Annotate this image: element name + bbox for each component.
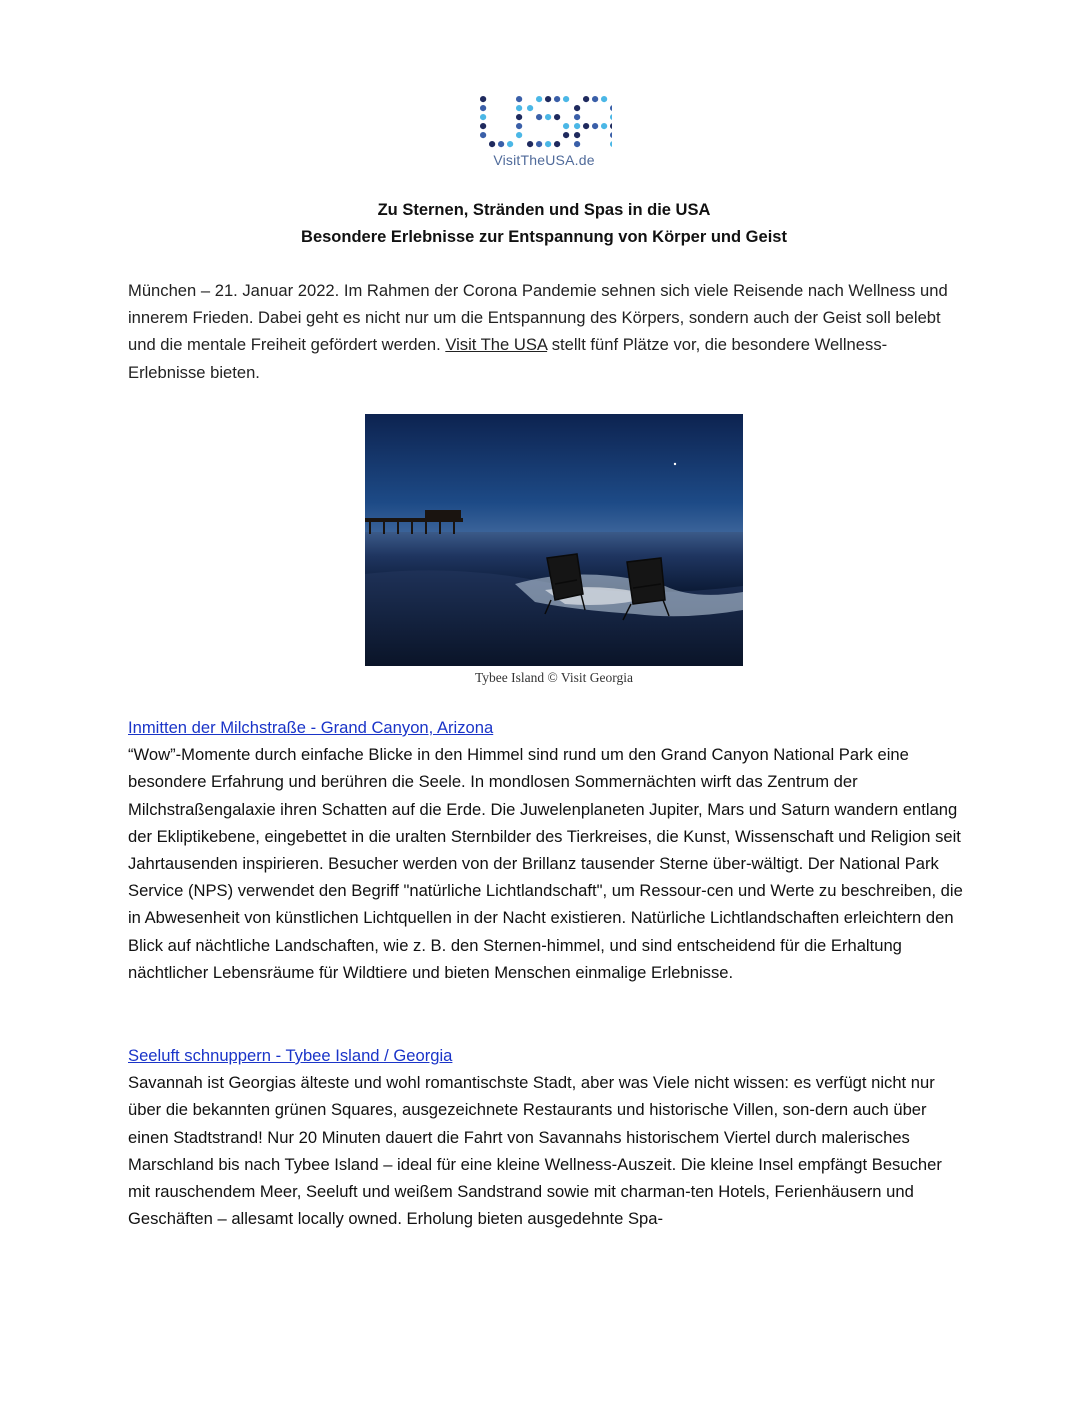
section-body: “Wow”-Momente durch einfache Blicke in den Himmel sind rund um den Grand Canyon National Park eine besondere Erfahrung und berühren die Seele. In mondlosen Sommernächten wirft das Zentrum der Milchstraßengalaxie ihren Schatten auf die Erde. Die Juwelenplaneten Jupiter, Mars und Saturn wandern entlang der Ekliptikebene, eingebettet in die uralten Sternbilder des Tierkreises, die Kunst, Wissenschaft und Religion seit Jahrtausenden inspirieren. Besucher werden von der Brillanz tausender Sterne über-wältigt. Der National Park Service (NPS) verwendet den Begriff "natürliche Lichtlandschaft", um Ressour-cen und Werte zu beschreiben, die in Abwesenheit von künstlichen Lichtquellen in der Nacht existieren. Natürliche Lichtlandschaften erleichtern den Blick auf nächtliche Landschaften, wie z. B. den Sternen-himmel, und sind entscheidend für die Erhaltung nächtlicher Lebensräume für Wildtiere und bieten Menschen einmalige Erlebnisse. (128, 745, 963, 982)
section-heading (128, 1042, 963, 1069)
intro-text-start: München – 21. Januar 2022. Im Rahmen der Corona Pandemie sehnen sich viele Reisende nach Wellness und innerem Frieden. Dabei geht es nicht nur um die Entspannung des Körpers, sondern auch der Geist soll belebt und die mentale Freiheit gefördert werden. (128, 281, 948, 355)
section-tybee-island (128, 1042, 963, 1232)
intro-text-end: stellt fünf Plätze vor, die besondere Wellness-Erlebnisse bieten. (128, 335, 888, 382)
logo-text: VisitTheUSA.de (493, 152, 595, 168)
beach-sunset-photo (365, 414, 743, 666)
document-title (128, 197, 960, 251)
section-body: Savannah ist Georgias älteste und wohl romantischste Stadt, aber was Viele nicht wissen: es verfügt nicht nur über die bekannten grünen Squares, ausgezeichnete Restaurants und historische Villen, son-dern auch über einen Stadtstrand! Nur 20 Minuten dauert die Fahrt von Savannahs historischem Viertel durch malerisches Marschland bis nach Tybee Island – ideal für eine kleine Wellness-Auszeit. Die kleine Insel empfängt Besucher mit rauschendem Meer, Seeluft und weißem Sandstrand sowie mit charman-ten Hotels, Ferienhäusern und Geschäften – allesamt locally owned. Erholung bieten ausgedehnte Spa- (128, 1073, 942, 1229)
title-line-1: Zu Sternen, Stränden und Spas in die USA (377, 201, 711, 219)
usa-dot-logo-icon (476, 92, 612, 150)
image-caption: Tybee Island © Visit Georgia (475, 670, 633, 685)
beach-chairs-image (365, 414, 743, 666)
section-grand-canyon (128, 714, 963, 986)
intro-paragraph (128, 277, 963, 386)
title-line-2: Besondere Erlebnisse zur Entspannung von Körper und Geist (301, 228, 787, 246)
section-heading (128, 714, 963, 741)
tybee-island-link[interactable]: Seeluft schnuppern - Tybee Island / Georgia (128, 1046, 453, 1065)
grand-canyon-link[interactable]: Inmitten der Milchstraße - Grand Canyon, Arizona (128, 718, 494, 737)
visittheusa-logo[interactable] (474, 92, 614, 172)
visit-the-usa-link[interactable]: Visit The USA (445, 335, 548, 355)
